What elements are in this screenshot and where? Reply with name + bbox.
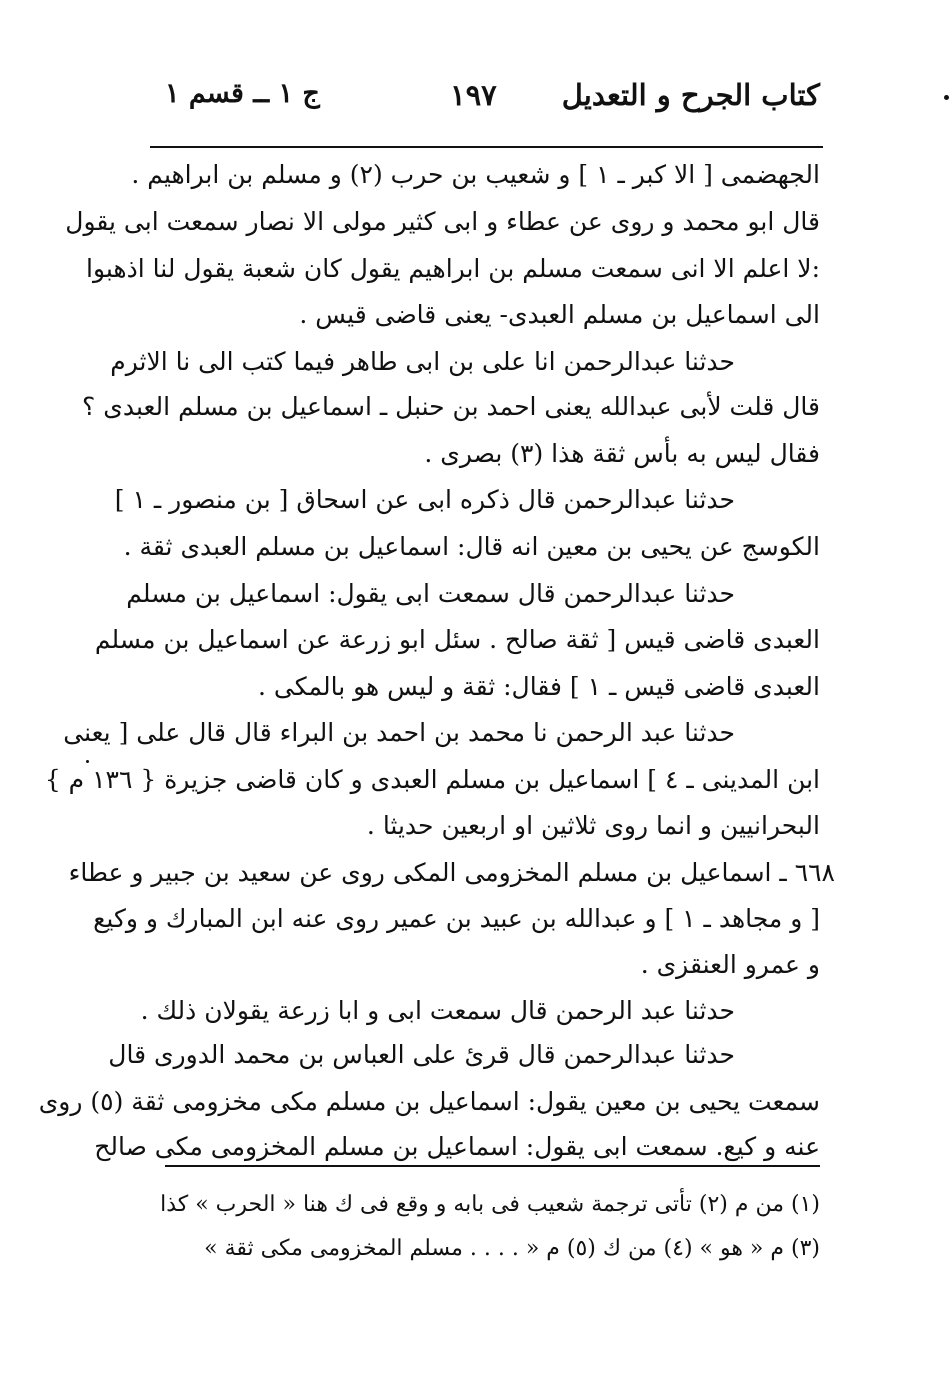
text-line: الكوسج عن يحيى بن معين انه قال: اسماعيل بن مسلم العبدی ثقة .: [123, 532, 820, 561]
text-line: الى اسماعيل بن مسلم العبدی- يعنی قاضی قيس .: [299, 300, 820, 329]
text-line: :لا اعلم الا انى سمعت مسلم بن ابراهيم يقول كان شعبة يقول لنا اذهبوا: [86, 254, 820, 283]
text-line: [ و مجاهد ـ ١ ] و عبدالله بن عبيد بن عمير روى عنه ابن المبارك و وكيع: [93, 904, 820, 933]
text-line: حدثنا عبدالرحمن قال سمعت ابی يقول: اسماعيل بن مسلم: [126, 579, 735, 608]
text-line: حدثنا عبدالرحمن قال قرئ علی العباس بن محمد الدوری قال: [108, 1040, 735, 1069]
text-line: حدثنا عبدالرحمن قال ذكره ابی عن اسحاق [ بن منصور ـ ١ ]: [114, 485, 735, 514]
page-number: ١٩٧: [450, 78, 497, 112]
text-line: العبدی قاضی قيس [ ثقة صالح . سئل ابو زرعة عن اسماعيل بن مسلم: [94, 625, 820, 654]
text-line: حدثنا عبدالرحمن انا علی بن ابی طاهر فيما كتب الی نا الاثرم: [110, 347, 735, 376]
text-line: حدثنا عبد الرحمن قال سمعت ابی و ابا زرعة يقولان ذلك .: [140, 996, 735, 1025]
scan-speck: [944, 95, 949, 100]
text-line: ابن المدينی ـ ٤ ] اسماعيل بن مسلم العبدی و كان قاضی جزيرة { ١٣٦ م }: [44, 765, 820, 794]
text-line: الجهضمی [ الا كبر ـ ١ ] و شعيب بن حرب (٢) و مسلم بن ابراهيم .: [131, 160, 820, 189]
text-line: قال ابو محمد و روى عن عطاء و ابى كثير مولى الا نصار سمعت ابى يقول: [65, 207, 820, 236]
text-line: العبدی قاضی قيس ـ ١ ] فقال: ثقة و ليس هو بالمكی .: [258, 672, 820, 701]
volume-part: ج ١ ــ قسم ١: [165, 78, 320, 109]
footnote-rule: [165, 1165, 820, 1167]
entry-heading-line: ٦٦٨ ـ اسماعيل بن مسلم المخزومی المكی روى عن سعيد بن جبير و عطاء: [68, 858, 835, 887]
header-rule: [150, 146, 823, 148]
text-line: و عمرو العنقزی .: [640, 950, 820, 979]
text-line: عنه و كيع. سمعت ابی يقول: اسماعيل بن مسلم المخزومی مكی صالح: [94, 1132, 820, 1161]
footnote-line: (٣) م « هو » (٤) من ك (٥) م « . . . . مسلم المخزومی مكی ثقة »: [204, 1236, 820, 1261]
text-line: قال قلت لأبی عبدالله يعنی احمد بن حنبل ـ اسماعيل بن مسلم العبدی ؟: [82, 392, 820, 421]
running-header: [165, 78, 820, 128]
text-line: فقال ليس به بأس ثقة هذا (٣) بصری .: [424, 439, 820, 468]
text-line: حدثنا عبد الرحمن نا محمد بن احمد بن البراء قال قال علی [ يعنی: [63, 718, 735, 747]
text-line: سمعت يحيى بن معين يقول: اسماعيل بن مسلم مكی مخزومی ثقة (٥) روى: [38, 1087, 820, 1116]
footnote-line: (١) من م (٢) تأتی ترجمة شعيب فی بابه و وقع فی ك هنا « الحرب » كذا: [160, 1192, 820, 1217]
text-line: البحرانيين و انما روى ثلاثين او اربعين حديثا .: [366, 811, 820, 840]
book-title: كتاب الجرح و التعديل: [561, 78, 820, 112]
scan-speck: [86, 760, 89, 763]
